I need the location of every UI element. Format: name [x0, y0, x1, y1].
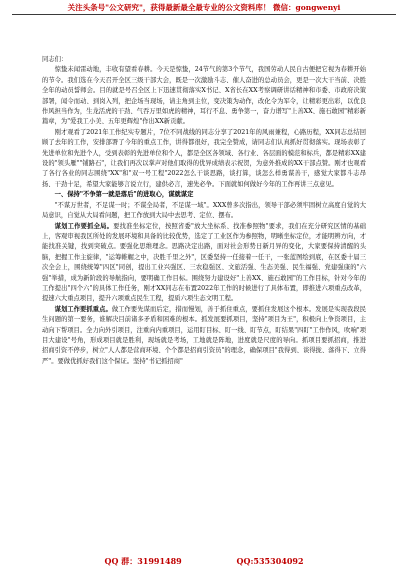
section-heading-1: 一、保持"不争第一就是落后"的进取心，谋就谋定: [54, 191, 194, 199]
greeting: 同志们：: [42, 56, 68, 63]
footer-contact: [0, 556, 408, 567]
paragraph-3: "不谋万世者，不足谋一时；不谋全局者，不足谋一域"。XXX曾多次指出，领导干部必须牢固树立高度自觉的大局意识，自觉从大局看问题，把工作放到大局中去思考、定位、摆布。: [42, 201, 366, 220]
paragraph-5: [42, 305, 366, 367]
paragraph-4: [42, 222, 366, 305]
paragraph-2: 刚才观看了2021年工作纪实专题片，7位不同战线的同志分享了2021年的风雨兼程，心路历程，XX同志总结回顾了去年的工作，安排部署了今年的重点工作，讲得都很好，我完全赞成，请同志们认真抓好贯彻落实。现场表彰了先进单位和先进个人，受到表彰的先进单位和个人，都是全区各领域、各行业、各层面的模范和标兵，都是精彩XX建设的"领头雁""铺路石"，让我们再次以掌声对他们取得的优异成绩表示祝贺，为意外推成的XX干部点赞。刚才也观看了各行各业的同志围绕"XX"和"双一号工程"2022怎么干谈思路，谈打算，谈怎么样勇谋善干，感觉大家都斗志昂扬、干劲十足，希望大家能够言说立行，建供必言，速先必争。下面就如何做好今年的工作再讲三点意见。: [42, 128, 366, 188]
document-body: [42, 55, 366, 367]
paragraph-5-text: 做工作要先谋而后定，措而慢划，善于抓住重点，要抓住发展这个根本。发展是实现我段民生问题的第一要务，谁解决目前诸多矛盾和困难的根本。抓发展要抓项目，坚持"项目为王"，积极向上争资项目，主动向下帮项目。全力向外引项目，注重向内重项目，运用盯目标、盯一线、盯节点，盯结果"四盯"工作作风，吹响"项目大建设"号角，形成项目就是胜利，现场就是考场，工地就是阵地，进度就是尺度的导向。抓项目要抓招商，推进招商引资不停步，树立"人人都是营商环境、个个都是招商引资员"的理念，确保项目"我得到、谈得拢、落得下、立得严"。要做优抓好我们这个保证。坚持"书记抓招商": [42, 305, 367, 365]
header-divider: [12, 14, 396, 15]
footer-qq-group: QQ 群：31991489: [104, 556, 182, 566]
paragraph-1: 惊蛰未闻雷动地，丰收有望看春耕。今天是惊蛰，24节气的第3个节气，我国劳动人民自古便把它视为春耕开始的节令。我们选在今天召开全区三级干部大会，既是一次激励斗志、催人奋进的总动员会，更是一次大干当前、决胜全年的动员誓师会。目的就是号召全区上下迅速贯彻落实X书记、X省长在XX考察调研讲话精神和市委、市政府决策部署，闻令而动、到岗入列，把企场当现场，请主角到主位，变决策为动作，改化令为军令，让精彩更出彩，以优良作风担当作为，生龙活虎的干劲、气吞万里如虎的精神，耳行不息、勇争第一，奋力谱写"上善XX、施石敢园"精彩新篇章，为"爱我工小美、五年更辉煌"作出XX新贡献。: [42, 66, 366, 126]
paragraph-4-lead: 谋划工作要抓全局。: [54, 222, 114, 230]
paragraph-5-lead: 谋划工作要抓重点。: [54, 305, 112, 313]
footer-qq-number: QQ:535304092: [236, 556, 304, 566]
header-banner: 关注头条号"公文研究"，获得最新最全最专业的公文资料库！ 微信：gongwenyi: [67, 3, 341, 12]
paragraph-4-text: 要找准坐标定位，按照省委"放大坐标系、找准参照物"要求，我们在充分研究区情的基础上，客观审视我区所处的发展环境和具备的比较优势，选定了工业区作为参照物，明晰坐标定位，才能明辨方向，才能找准关键，找到突破点。要强化思维理念。思路决定出路，面对社会形势日新月异的变化，大家要保持清醒的头脑，把握工作主旋律，"运筹帷幄之中，决胜千里之外"，区委坚持一任接着一任干，一张蓝图绘到底，在区委十届三次全会上，围绕统筹"四区"同创，提出工业兴强区、三农稳强区、文旅活强、生态美强、民生福强、党建强康的"六强"举措，成为新阶段的导航指向，要明确工作目标。围绕努力建设好"上善XX、施石敢园"的工作目标，针对今年的工作提出"四个六"的具体工作任务，刚才XX同志在布置2022年工作的时候进行了具体布置，即推进六项重点改革，提速六大重点项目，提升六项重点民生工程，提质六项生态文明工程。: [42, 222, 366, 303]
